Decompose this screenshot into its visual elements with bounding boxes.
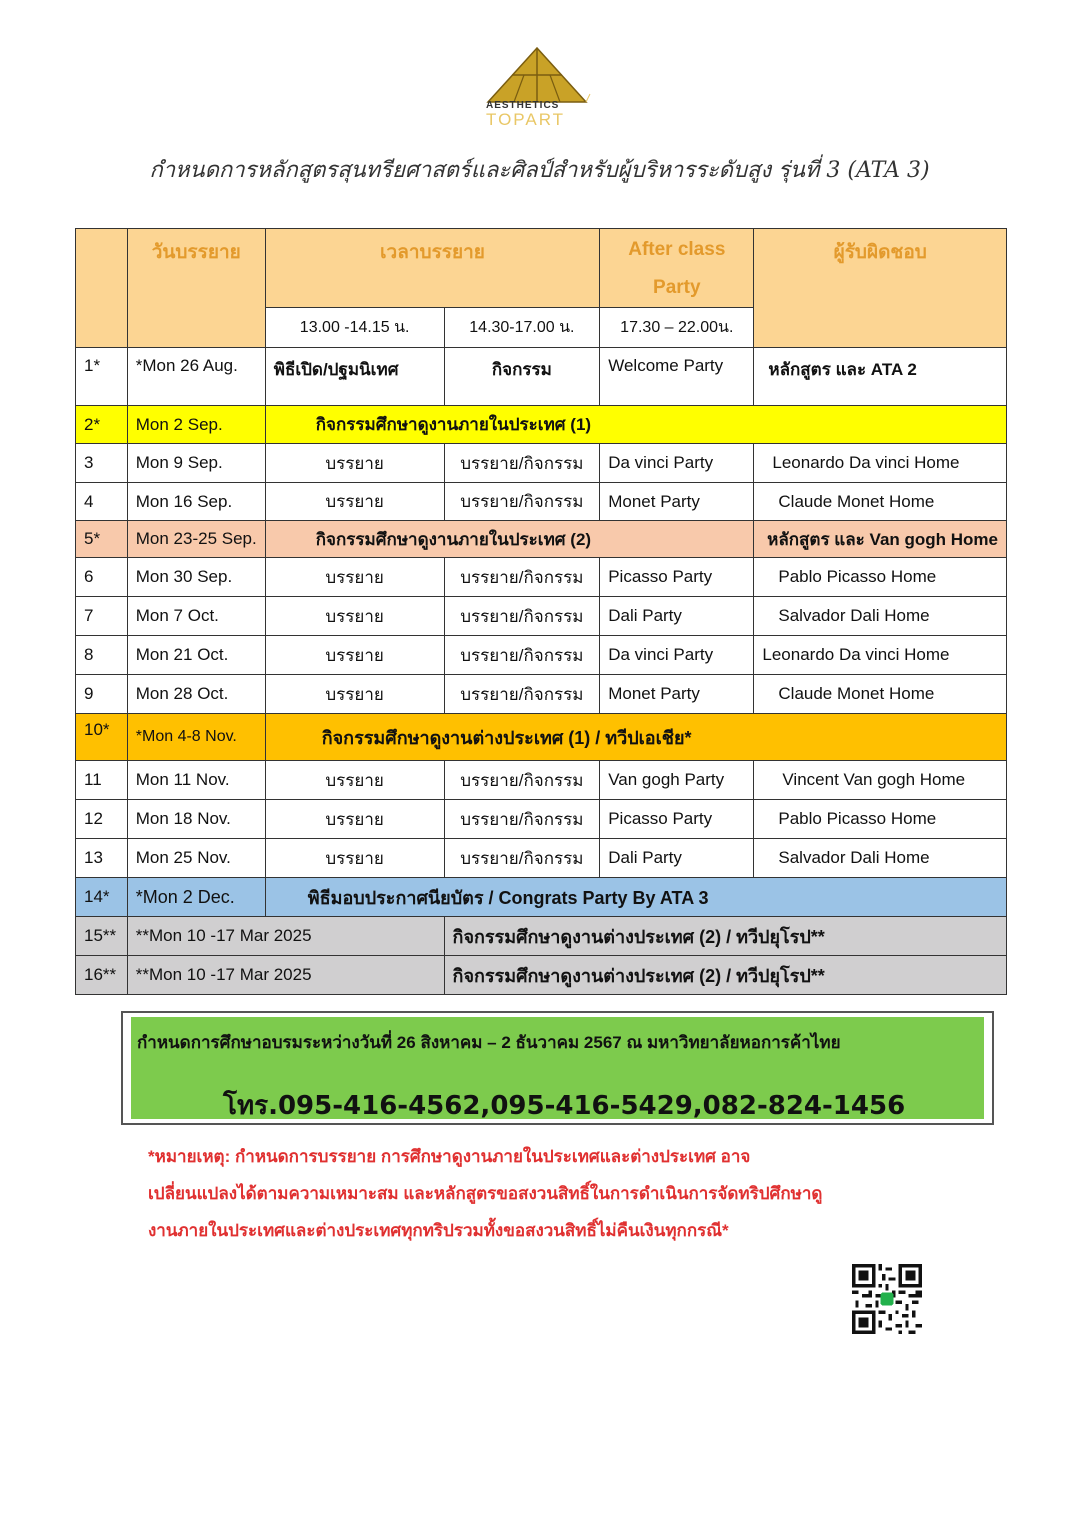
row-date: Mon 16 Sep. [127,483,265,521]
row-party: Monet Party [600,483,754,521]
info-box-fill [131,1017,984,1119]
table-row [76,483,1007,521]
table-row [76,521,1007,558]
table-row [76,675,1007,714]
header-time2: 14.30-17.00 น. [444,308,600,348]
row-responsible: Claude Monet Home [754,483,1007,521]
row-date: Mon 11 Nov. [127,761,265,800]
row-activity: กิจกรรมศึกษาดูงานต่างประเทศ (2) / ทวีปยุโรป** [444,917,1006,956]
header-time3: 17.30 – 22.00น. [600,308,754,348]
row-date: Mon 2 Sep. [127,406,265,444]
row-number: 9 [76,675,128,714]
header-time: เวลาบรรยาย [265,229,599,308]
table-row [76,558,1007,597]
table-row [76,878,1007,917]
row-session1: บรรยาย [265,636,444,675]
table-row [76,597,1007,636]
note-line-1: *หมายเหตุ: กำหนดการบรรยาย การศึกษาดูงานภายในประเทศและต่างประเทศ อาจ [148,1147,751,1166]
row-party: Welcome Party [600,348,754,406]
row-responsible: Salvador Dali Home [754,839,1007,878]
row-activity: กิจกรรมศึกษาดูงานภายในประเทศ (2) [265,521,754,558]
row-date: *Mon 26 Aug. [127,348,265,406]
row-activity: กิจกรรมศึกษาดูงานต่างประเทศ (1) / ทวีปเอเชีย* [265,714,1006,761]
table-row [76,956,1007,995]
row-party: Da vinci Party [600,444,754,483]
row-number: 14* [76,878,128,917]
table-row [76,444,1007,483]
row-number: 4 [76,483,128,521]
disclaimer-note [148,1138,948,1249]
row-responsible: Pablo Picasso Home [754,800,1007,839]
row-date: Mon 25 Nov. [127,839,265,878]
row-number: 12 [76,800,128,839]
row-number: 15** [76,917,128,956]
row-session2: บรรยาย/กิจกรรม [444,483,600,521]
row-date: **Mon 10 -17 Mar 2025 [127,956,444,995]
table-row [76,800,1007,839]
table-row [76,761,1007,800]
row-session1: บรรยาย [265,839,444,878]
row-activity: กิจกรรมศึกษาดูงานภายในประเทศ (1) [265,406,1006,444]
row-date: Mon 30 Sep. [127,558,265,597]
row-responsible: Leonardo Da vinci Home [754,444,1007,483]
row-session2: บรรยาย/กิจกรรม [444,444,600,483]
schedule-table [75,228,1007,995]
row-session2: บรรยาย/กิจกรรม [444,558,600,597]
table-row [76,636,1007,675]
row-date: Mon 18 Nov. [127,800,265,839]
header-time1: 13.00 -14.15 น. [265,308,444,348]
logo-wordmark-top: AESTHETICS [486,100,560,111]
row-party: Van gogh Party [600,761,754,800]
contact-phone: โทร.095-416-4562,095-416-5429,082-824-1456 [223,1091,906,1121]
table-row [76,348,1007,406]
row-date: Mon 21 Oct. [127,636,265,675]
row-party: Dali Party [600,839,754,878]
header-no [76,229,128,348]
row-number: 3 [76,444,128,483]
note-line-3: งานภายในประเทศและต่างประเทศทุกทริปรวมทั้งขอสงวนสิทธิ์ไม่คืนเงินทุกกรณี* [148,1221,729,1240]
row-party: Picasso Party [600,800,754,839]
row-party: Picasso Party [600,558,754,597]
row-responsible: หลักสูตร และ ATA 2 [754,348,1007,406]
table-header-row [76,229,1007,308]
row-number: 7 [76,597,128,636]
table-row [76,714,1007,761]
row-number: 16** [76,956,128,995]
row-session2: บรรยาย/กิจกรรม [444,675,600,714]
row-session1: บรรยาย [265,597,444,636]
row-number: 2* [76,406,128,444]
row-date: Mon 9 Sep. [127,444,265,483]
row-responsible: Salvador Dali Home [754,597,1007,636]
table-row [76,839,1007,878]
info-box [121,1011,994,1125]
row-session1: บรรยาย [265,675,444,714]
row-number: 5* [76,521,128,558]
row-date: **Mon 10 -17 Mar 2025 [127,917,444,956]
row-responsible: Leonardo Da vinci Home [754,636,1007,675]
row-number: 13 [76,839,128,878]
logo [478,44,596,134]
qr-code-icon[interactable] [852,1264,922,1334]
row-session2: บรรยาย/กิจกรรม [444,761,600,800]
course-dates: กำหนดการศึกษาอบรมระหว่างวันที่ 26 สิงหาคม – 2 ธันวาคม 2567 ณ มหาวิทยาลัยหอการค้าไทย [137,1033,841,1052]
row-number: 8 [76,636,128,675]
row-date: Mon 28 Oct. [127,675,265,714]
row-number: 11 [76,761,128,800]
row-number: 1* [76,348,128,406]
row-session2: กิจกรรม [444,348,600,406]
row-number: 6 [76,558,128,597]
header-after-class: After class Party [600,229,754,308]
row-activity: พิธีมอบประกาศนียบัตร / Congrats Party By ATA 3 [265,878,1006,917]
row-session1: พิธีเปิด/ปฐมนิเทศ [265,348,444,406]
row-party: Da vinci Party [600,636,754,675]
row-activity: กิจกรรมศึกษาดูงานต่างประเทศ (2) / ทวีปยุโรป** [444,956,1006,995]
logo-wordmark-bottom: TOPART [486,110,566,129]
row-session1: บรรยาย [265,761,444,800]
row-date: Mon 7 Oct. [127,597,265,636]
row-date: *Mon 2 Dec. [127,878,265,917]
row-session1: บรรยาย [265,800,444,839]
row-date: Mon 23-25 Sep. [127,521,265,558]
row-number: 10* [76,714,128,761]
row-session2: บรรยาย/กิจกรรม [444,839,600,878]
row-party: Monet Party [600,675,754,714]
row-session1: บรรยาย [265,483,444,521]
table-row [76,406,1007,444]
row-session2: บรรยาย/กิจกรรม [444,636,600,675]
page-title: กำหนดการหลักสูตรสุนทรียศาสตร์และศิลป์สำหรับผู้บริหารระดับสูง รุ่นที่ 3 (ATA 3) [149,158,930,183]
row-responsible: Pablo Picasso Home [754,558,1007,597]
row-party: Dali Party [600,597,754,636]
header-date: วันบรรยาย [127,229,265,348]
row-session1: บรรยาย [265,444,444,483]
row-date: *Mon 4-8 Nov. [127,714,265,761]
row-session2: บรรยาย/กิจกรรม [444,597,600,636]
table-row [76,917,1007,956]
note-line-2: เปลี่ยนแปลงได้ตามความเหมาะสม และหลักสูตรขอสงวนสิทธิ์ในการดำเนินการจัดทริปศึกษาดู [148,1184,823,1203]
row-session2: บรรยาย/กิจกรรม [444,800,600,839]
row-responsible: Vincent Van gogh Home [754,761,1007,800]
row-responsible: Claude Monet Home [754,675,1007,714]
header-responsible: ผู้รับผิดชอบ [754,229,1007,348]
row-responsible: หลักสูตร และ Van gogh Home [754,521,1007,558]
row-session1: บรรยาย [265,558,444,597]
